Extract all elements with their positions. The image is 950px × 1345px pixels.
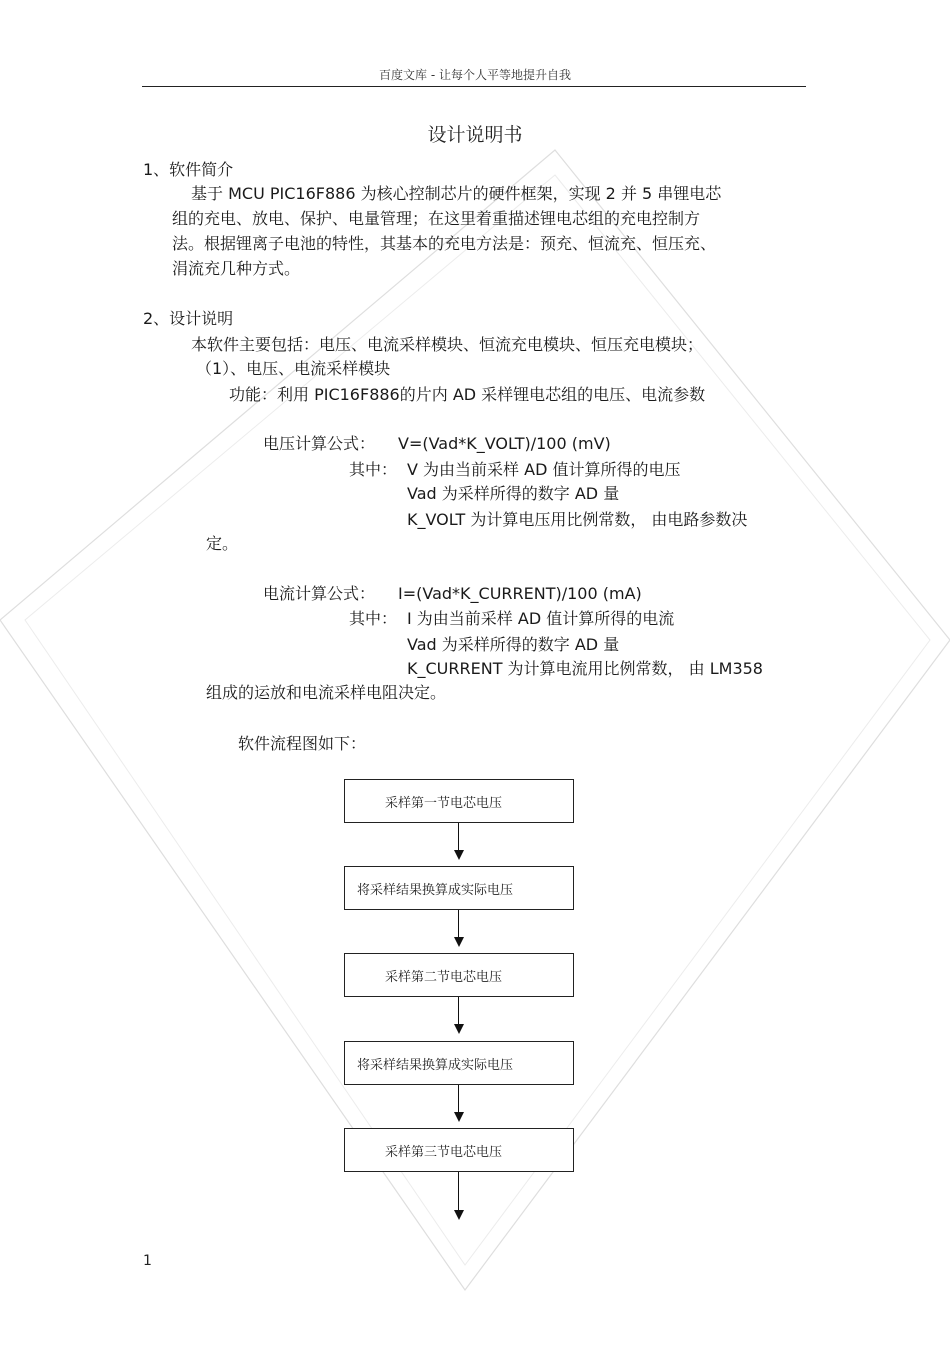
current-def-cont: 组成的运放和电流采样电阻决定。 (206, 683, 447, 702)
section1-line-3: 法。根据锂离子电池的特性，其基本的充电方法是：预充、恒流充、恒压充、 (172, 234, 717, 253)
page-header: 百度文库 - 让每个人平等地提升自我 (379, 68, 571, 82)
current-def-1: I 为由当前采样 AD 值计算所得的电流 (407, 609, 675, 628)
current-def-3: K_CURRENT 为计算电流用比例常数， 由 LM358 (407, 659, 763, 678)
flow-arrow-2-line (458, 910, 459, 940)
section2-heading: 2、设计说明 (143, 309, 234, 328)
current-formula-label: 电流计算公式： (263, 584, 376, 603)
flow-arrow-1-line (458, 823, 459, 853)
voltage-def-cont: 定。 (206, 534, 239, 553)
flow-step-1: 采样第一节电芯电压 (344, 779, 574, 823)
flow-step-3: 采样第二节电芯电压 (344, 953, 574, 997)
flow-arrow-4-line (458, 1085, 459, 1115)
function-line: 功能：利用 PIC16F886的片内 AD 采样锂电芯组的电压、电流参数 (229, 385, 706, 404)
voltage-formula-label: 电压计算公式： (263, 434, 376, 453)
flow-arrow-3-head (454, 1024, 464, 1034)
section1-line-2: 组的充电、放电、保护、电量管理；在这里着重描述锂电芯组的充电控制方 (172, 209, 701, 228)
voltage-formula: V=(Vad*K_VOLT)/100 (mV) (398, 434, 611, 453)
voltage-def-1: V 为由当前采样 AD 值计算所得的电压 (407, 460, 681, 479)
current-def-2: Vad 为采样所得的数字 AD 量 (407, 635, 620, 654)
voltage-where: 其中： (349, 460, 398, 479)
current-where: 其中： (349, 609, 398, 628)
flow-step-4: 将采样结果换算成实际电压 (344, 1041, 574, 1085)
flow-arrow-5-head (454, 1210, 464, 1220)
voltage-def-2: Vad 为采样所得的数字 AD 量 (407, 484, 620, 503)
flow-step-2: 将采样结果换算成实际电压 (344, 866, 574, 910)
section1-line-1: 基于 MCU PIC16F886 为核心控制芯片的硬件框架，实现 2 并 5 串锂电芯 (191, 184, 722, 203)
page-number: 1 (143, 1253, 152, 1269)
section1-line-4: 涓流充几种方式。 (172, 259, 301, 278)
section2-subheading: （1）、电压、电流采样模块 (196, 359, 391, 378)
section2-intro: 本软件主要包括：电压、电流采样模块、恒流充电模块、恒压充电模块； (191, 335, 704, 354)
flow-step-5: 采样第三节电芯电压 (344, 1128, 574, 1172)
voltage-def-3: K_VOLT 为计算电压用比例常数， 由电路参数决 (407, 510, 748, 529)
flow-arrow-5-line (458, 1172, 459, 1212)
current-formula: I=(Vad*K_CURRENT)/100 (mA) (398, 584, 642, 603)
document-title: 设计说明书 (427, 124, 523, 146)
flow-arrow-1-head (454, 850, 464, 860)
flow-arrow-2-head (454, 937, 464, 947)
flow-arrow-4-head (454, 1112, 464, 1122)
header-divider (142, 86, 806, 87)
flow-arrow-3-line (458, 997, 459, 1027)
flowchart-intro: 软件流程图如下： (238, 734, 367, 753)
section1-heading: 1、软件简介 (143, 160, 234, 179)
